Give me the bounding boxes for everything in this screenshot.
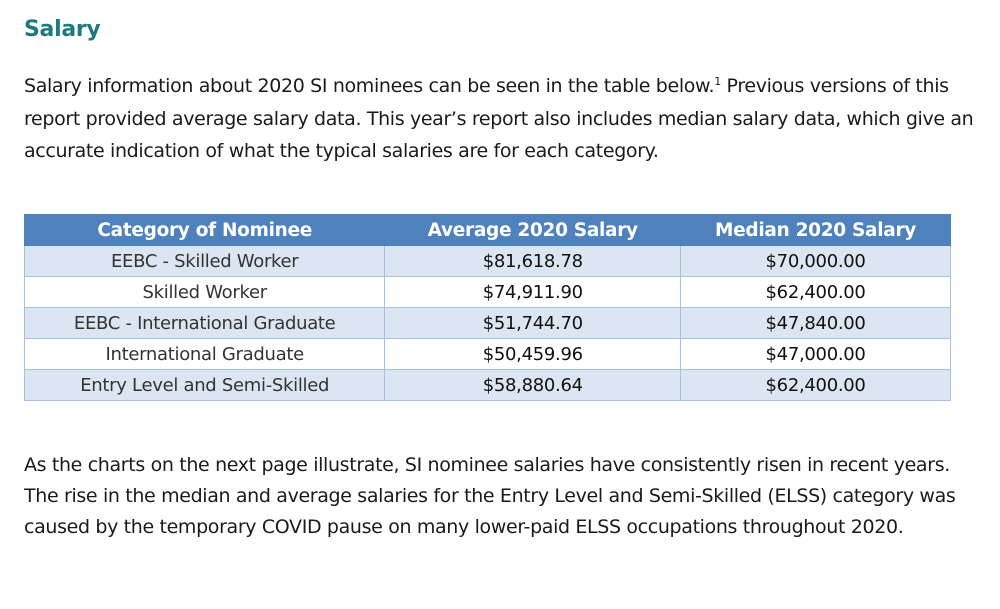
category-cell: EEBC - International Graduate [25, 308, 385, 339]
footnote-marker[interactable]: 1 [714, 75, 721, 88]
median-salary-cell: $47,840.00 [681, 308, 951, 339]
header-average-salary: Average 2020 Salary [385, 215, 681, 246]
intro-text-continued: Previous versions of this report provided average salary data. This year’s report also includes median salary data, which give an accurate indication of what the typical salaries are for each category. [24, 75, 974, 162]
closing-paragraph: As the charts on the next page illustrate, SI nominee salaries have consistently risen in recent years. The rise in the median and average salaries for the Entry Level and Semi-Skilled (ELSS) category was caused by the temporary COVID pause on many lower-paid ELSS occupations throughout 2020. [24, 454, 956, 538]
header-category: Category of Nominee [25, 215, 385, 246]
average-salary-cell: $58,880.64 [385, 370, 681, 401]
salary-table [24, 214, 951, 401]
category-cell: EEBC - Skilled Worker [25, 246, 385, 277]
median-salary-cell: $70,000.00 [681, 246, 951, 277]
average-salary-cell: $81,618.78 [385, 246, 681, 277]
section-heading: Salary [24, 17, 101, 42]
header-median-salary: Median 2020 Salary [681, 215, 951, 246]
median-salary-cell: $62,400.00 [681, 277, 951, 308]
average-salary-cell: $50,459.96 [385, 339, 681, 370]
category-cell: International Graduate [25, 339, 385, 370]
table-row [25, 308, 951, 339]
intro-text: Salary information about 2020 SI nominees can be seen in the table below. [24, 75, 715, 97]
median-salary-cell: $47,000.00 [681, 339, 951, 370]
table-row [25, 277, 951, 308]
table-header-row [25, 215, 951, 246]
category-cell: Entry Level and Semi-Skilled [25, 370, 385, 401]
table-row [25, 370, 951, 401]
intro-paragraph [24, 70, 984, 168]
median-salary-cell: $62,400.00 [681, 370, 951, 401]
table-row [25, 339, 951, 370]
average-salary-cell: $51,744.70 [385, 308, 681, 339]
table-row [25, 246, 951, 277]
category-cell: Skilled Worker [25, 277, 385, 308]
average-salary-cell: $74,911.90 [385, 277, 681, 308]
